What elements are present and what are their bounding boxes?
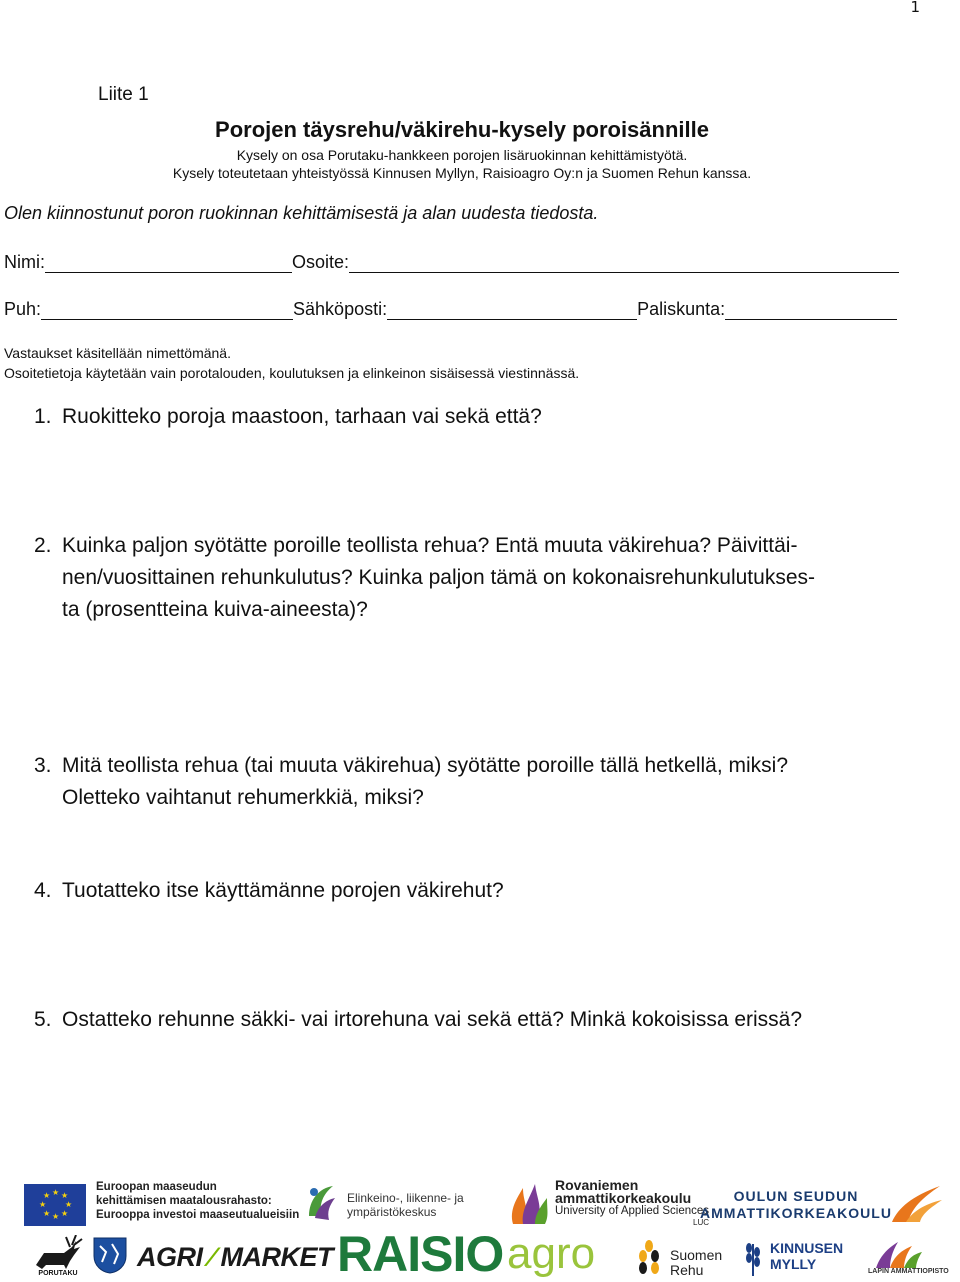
name-address-row [4, 252, 899, 273]
name-label: Nimi: [4, 252, 45, 272]
appendix-label: Liite 1 [98, 84, 149, 105]
ramk-flame-icon [505, 1180, 551, 1226]
question-text: Tuotatteko itse käyttämänne porojen väkirehut? [62, 879, 504, 902]
ramk-logo-text: Rovaniemen ammattikorkeakoulu University of Applied Sciences LUC [555, 1177, 710, 1227]
address-label: Osoite: [292, 252, 350, 272]
privacy-note-2: Osoitetietoja käytetään vain porotalouden, koulutuksen ja elinkeinon sisäisessä viestinnässä. [4, 365, 580, 381]
grain-ear-icon [633, 1238, 665, 1278]
agro-logo-text: agro [507, 1229, 596, 1278]
question-4 [34, 875, 914, 907]
interest-statement: Olen kiinnostunut poron ruokinnan kehittämisestä ja alan uudesta tiedosta. [4, 203, 599, 223]
phone-field[interactable] [41, 301, 293, 320]
phone-label: Puh: [4, 299, 42, 319]
ely-centre-logo-text: Elinkeino-, liikenne- ja ympäristökeskus [347, 1191, 464, 1219]
question-text-line: Oletteko vaihtanut rehumerkkiä, miksi? [62, 786, 424, 809]
privacy-note-1: Vastaukset käsitellään nimettömänä. [4, 345, 231, 361]
question-text-line: Kuinka paljon syötätte poroille teollista rehua? Entä muuta väkirehua? Päivittäi- [62, 534, 798, 557]
agrimarket-logo: AGRI ⁄ MARKET [137, 1242, 334, 1272]
question-5 [34, 1004, 914, 1036]
contact-row [4, 299, 897, 320]
question-number: 2. [34, 534, 52, 557]
question-3 [34, 750, 914, 814]
oamk-logo: OULUN SEUDUN AMMATTIKORKEAKOULU [700, 1188, 892, 1221]
question-text-line: ta (prosentteina kuiva-aineesta)? [62, 598, 368, 621]
question-2 [34, 530, 914, 626]
email-label: Sähköposti: [293, 299, 388, 319]
question-text: Ostatteko rehunne säkki- vai irtorehuna vai sekä että? Minkä kokoisissa erissä? [62, 1008, 803, 1031]
address-field[interactable] [349, 254, 899, 273]
question-text-line: nen/vuosittainen rehunkulutus? Kuinka paljon tämä on kokonaisrehunkulutukses- [62, 566, 815, 589]
question-number: 1. [34, 405, 52, 428]
herding-district-field[interactable] [725, 301, 897, 320]
question-text-line: Mitä teollista rehua (tai muuta väkirehua) syötätte poroille tällä hetkellä, miksi? [62, 754, 789, 777]
eu-flag-icon: ★ ★ ★ ★ ★ ★ ★ ★ [24, 1184, 86, 1226]
coat-of-arms-icon [92, 1236, 128, 1274]
email-field[interactable] [387, 301, 637, 320]
survey-subtitle-1: Kysely on osa Porutaku-hankkeen porojen lisäruokinnan kehittämistyötä. [236, 147, 688, 163]
survey-subtitle-2: Kysely toteutetaan yhteistyössä Kinnusen Myllyn, Raisioagro Oy:n ja Suomen Rehun kanssa. [172, 165, 752, 181]
question-1 [34, 401, 914, 433]
herding-district-label: Paliskunta: [637, 299, 726, 319]
page-number: 1 [910, 0, 920, 16]
suomen-rehu-logo-text: Suomen Rehu [670, 1247, 723, 1278]
question-text: Ruokitteko poroja maastoon, tarhaan vai sekä että? [62, 405, 542, 428]
kinnusen-mylly-logo-text: KINNUSEN MYLLY [770, 1240, 844, 1272]
name-field[interactable] [45, 254, 292, 273]
question-number: 3. [34, 754, 52, 777]
question-number: 4. [34, 879, 52, 902]
wheat-icon [740, 1238, 766, 1276]
raisio-logo-text: RAISIO [337, 1226, 504, 1282]
lapin-ammattiopisto-label: LAPIN AMMATTIOPISTO [868, 1268, 949, 1275]
lapin-flame-icon [888, 1182, 944, 1226]
survey-title: Porojen täysrehu/väkirehu-kysely poroisännille [215, 117, 709, 142]
porutaku-label: PORUTAKU [38, 1270, 78, 1277]
question-number: 5. [34, 1008, 52, 1031]
eu-fund-logo-text: Euroopan maaseudun kehittämisen maatalousrahasto: Eurooppa investoi maaseutualueisiin [96, 1181, 300, 1221]
ely-centre-logo-icon [305, 1182, 337, 1222]
